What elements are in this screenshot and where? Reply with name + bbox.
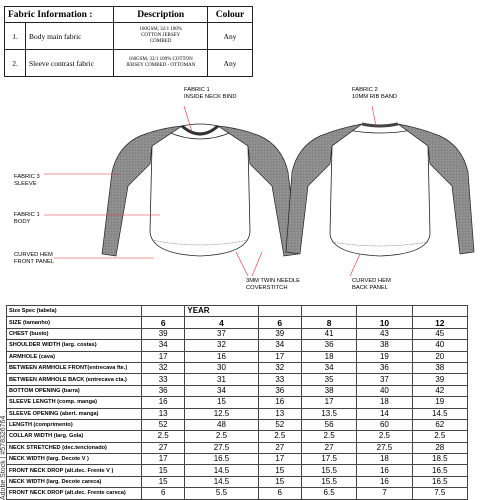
size-header-row	[7, 317, 468, 328]
measurement-value: 18	[357, 397, 412, 408]
fabric-row-number: 2.	[5, 50, 26, 77]
measurement-value: 15	[142, 465, 185, 476]
measurement-value: 16.5	[185, 454, 258, 465]
measurement-value: 45	[412, 328, 467, 339]
measurement-value: 40	[357, 385, 412, 396]
measurement-value: 27	[301, 442, 356, 453]
measurement-value: 33	[258, 374, 301, 385]
measurement-name: SHOULDER WIDTH (larg. costas)	[7, 340, 142, 351]
measurement-value: 34	[142, 340, 185, 351]
measurement-value: 34	[301, 362, 356, 373]
fabric-row-name: Sleeve contrast fabric	[26, 50, 114, 77]
spec-row	[7, 465, 468, 476]
measurement-value: 2.5	[142, 431, 185, 442]
callout-text: CURVED HEM	[352, 278, 391, 284]
fabric-row-description	[114, 50, 208, 77]
measurement-name: LENGTH (comprimento)	[7, 419, 142, 430]
measurement-value: 39	[142, 328, 185, 339]
measurement-value: 48	[185, 419, 258, 430]
measurement-name: BOTTOM OPENING (barra)	[7, 385, 142, 396]
measurement-name: ARMHOLE (cava)	[7, 351, 142, 362]
desc-line: JERSEY COMBED - OTTOMAN	[126, 63, 196, 68]
year-label: YEAR	[185, 306, 258, 317]
size-cell: 6	[258, 317, 301, 328]
measurement-value: 2.5	[301, 431, 356, 442]
measurement-name: SLEEVE OPENING (abert. manga)	[7, 408, 142, 419]
spec-row	[7, 431, 468, 442]
measurement-value: 15	[185, 397, 258, 408]
callout-text: FABRIC 1	[14, 212, 40, 218]
spec-row	[7, 397, 468, 408]
measurement-value: 60	[357, 419, 412, 430]
measurement-value: 36	[258, 385, 301, 396]
measurement-value: 16	[142, 397, 185, 408]
measurement-value: 16	[357, 476, 412, 487]
measurement-value: 2.5	[185, 431, 258, 442]
measurement-value: 17	[142, 454, 185, 465]
measurement-value: 15	[258, 465, 301, 476]
measurement-value: 14.5	[185, 465, 258, 476]
measurement-value: 36	[301, 340, 356, 351]
callout-text: FRONT PANEL	[14, 258, 55, 265]
measurement-value: 2.5	[412, 431, 467, 442]
spec-row	[7, 454, 468, 465]
measurement-value: 30	[185, 362, 258, 373]
spec-row	[7, 442, 468, 453]
description-header: Description	[114, 7, 208, 23]
measurement-value: 16	[357, 465, 412, 476]
measurement-value: 7.5	[412, 488, 467, 499]
size-label: SIZE (tamanho)	[7, 317, 142, 328]
measurement-value: 17	[142, 351, 185, 362]
measurement-value: 18.5	[412, 454, 467, 465]
measurement-value: 13.5	[301, 408, 356, 419]
callout-text: SLEEVE	[14, 180, 37, 187]
fabric-row	[5, 23, 253, 50]
front-body	[150, 132, 250, 256]
back-tee	[286, 106, 474, 276]
desc-line: 160GSM, 32/1 100% COTTON	[128, 57, 193, 62]
size-cell: 4	[185, 317, 258, 328]
desc-line: COTTON JERSEY	[141, 33, 181, 38]
fabric-info-table	[4, 6, 253, 77]
measurement-value: 31	[185, 374, 258, 385]
measurement-value: 37	[357, 374, 412, 385]
callout-front-neck	[184, 87, 237, 100]
garment-drawing-area	[0, 84, 494, 304]
callout-text: FABRIC 3	[14, 174, 40, 180]
measurement-value: 38	[301, 385, 356, 396]
back-neckline	[362, 124, 398, 126]
callout-text: BODY	[14, 218, 31, 225]
measurement-value: 20	[412, 351, 467, 362]
measurement-value: 42	[412, 385, 467, 396]
front-tee	[44, 106, 298, 276]
measurement-value: 17	[258, 454, 301, 465]
callout-text: BACK PANEL	[352, 284, 388, 291]
measurement-name: COLLAR WIDTH (larg. Gola)	[7, 431, 142, 442]
spec-row	[7, 385, 468, 396]
measurement-name: FRONT NECK DROP (alt.dec. Frente V )	[7, 465, 142, 476]
measurement-value: 17.5	[301, 454, 356, 465]
callout-coverstitch	[246, 278, 300, 291]
measurement-value: 13	[142, 408, 185, 419]
spec-row	[7, 351, 468, 362]
measurement-value: 2.5	[258, 431, 301, 442]
measurement-value: 27	[142, 442, 185, 453]
callout-text: INSIDE NECK BIND	[184, 93, 237, 100]
callout-front-hem	[14, 252, 54, 265]
measurement-value: 38	[412, 362, 467, 373]
measurement-value: 32	[142, 362, 185, 373]
measurement-value: 52	[258, 419, 301, 430]
measurement-value: 39	[258, 328, 301, 339]
measurement-value: 33	[142, 374, 185, 385]
measurement-value: 6.5	[301, 488, 356, 499]
colour-header: Colour	[208, 7, 253, 23]
size-cell: 8	[301, 317, 356, 328]
fabric-row-colour: Any	[208, 50, 253, 77]
measurement-value: 7	[357, 488, 412, 499]
spec-row	[7, 408, 468, 419]
measurement-name: FRONT NECK DROP (alt.dec. Frente careca)	[7, 488, 142, 499]
measurement-name: CHEST (busto)	[7, 328, 142, 339]
measurement-value: 12.5	[185, 408, 258, 419]
measurement-value: 41	[301, 328, 356, 339]
size-spec-table	[6, 305, 468, 500]
callout-text: COVERSTITCH	[246, 284, 288, 291]
raglan-tee-sketch	[0, 84, 494, 304]
measurement-value: 36	[357, 362, 412, 373]
measurement-value: 62	[412, 419, 467, 430]
measurement-value: 32	[258, 362, 301, 373]
spec-row	[7, 419, 468, 430]
measurement-value: 18	[357, 454, 412, 465]
measurement-value: 6	[142, 488, 185, 499]
measurement-value: 43	[357, 328, 412, 339]
measurement-value: 34	[258, 340, 301, 351]
measurement-value: 19	[412, 397, 467, 408]
size-cell: 6	[142, 317, 185, 328]
callout-text: FABRIC 1	[184, 87, 210, 93]
back-body	[330, 130, 430, 256]
measurement-value: 36	[142, 385, 185, 396]
fabric-info-header: Fabric Information :	[5, 7, 114, 23]
size-cell: 12	[412, 317, 467, 328]
measurement-value: 27.5	[357, 442, 412, 453]
measurement-value: 18	[301, 351, 356, 362]
measurement-value: 14.5	[185, 476, 258, 487]
desc-line: COMBED	[149, 39, 172, 44]
measurement-value: 2.5	[357, 431, 412, 442]
measurement-value: 27	[258, 442, 301, 453]
fabric-row	[5, 50, 253, 77]
callout-sleeve	[14, 174, 40, 187]
measurement-name: BETWEEN ARMHOLE FRONT(entrecava fte.)	[7, 362, 142, 373]
measurement-value: 15.5	[301, 465, 356, 476]
measurement-value: 6	[258, 488, 301, 499]
measurement-value: 52	[142, 419, 185, 430]
measurement-value: 35	[301, 374, 356, 385]
spec-row	[7, 488, 468, 499]
callout-back-neck	[352, 87, 397, 100]
callout-text: FABRIC 2	[352, 87, 378, 93]
spec-row	[7, 362, 468, 373]
callout-text: 10MM RIB BAND	[352, 93, 398, 100]
fabric-row-colour: Any	[208, 23, 253, 50]
spec-title-row	[7, 306, 468, 317]
desc-line: 160GSM, 32/1 100%	[139, 27, 182, 32]
size-cell: 10	[357, 317, 412, 328]
spec-title: Size Spec (tabela)	[7, 306, 142, 317]
measurement-value: 13	[258, 408, 301, 419]
measurement-value: 16	[185, 351, 258, 362]
fabric-row-number: 1.	[5, 23, 26, 50]
callout-body	[14, 212, 40, 225]
spec-row	[7, 340, 468, 351]
callout-back-hem	[352, 278, 391, 291]
stock-watermark: Adobe Stock | #578326764	[0, 415, 7, 500]
measurement-value: 34	[185, 385, 258, 396]
measurement-value: 16	[258, 397, 301, 408]
measurement-value: 40	[412, 340, 467, 351]
measurement-value: 28	[412, 442, 467, 453]
measurement-value: 16.5	[412, 465, 467, 476]
measurement-value: 14	[357, 408, 412, 419]
spec-row	[7, 374, 468, 385]
measurement-value: 17	[301, 397, 356, 408]
measurement-value: 15.5	[301, 476, 356, 487]
callout-text: 3MM TWIN NEEDLE	[246, 278, 301, 284]
front-neckline	[182, 126, 218, 134]
fabric-row-description	[114, 23, 208, 50]
measurement-value: 15	[142, 476, 185, 487]
measurement-name: NECK WIDTH (larg. Decote careca)	[7, 476, 142, 487]
measurement-value: 14.5	[412, 408, 467, 419]
measurement-value: 32	[185, 340, 258, 351]
measurement-value: 19	[357, 351, 412, 362]
measurement-value: 37	[185, 328, 258, 339]
measurement-value: 16.5	[412, 476, 467, 487]
spec-row	[7, 476, 468, 487]
measurement-value: 56	[301, 419, 356, 430]
measurement-value: 5.5	[185, 488, 258, 499]
measurement-value: 38	[357, 340, 412, 351]
measurement-value: 39	[412, 374, 467, 385]
measurement-name: SLEEVE LENGTH (comp. manga)	[7, 397, 142, 408]
measurement-value: 15	[258, 476, 301, 487]
fabric-row-name: Body main fabric	[26, 23, 114, 50]
measurement-name: BETWEEN ARMHOLE BACK (entrecava cta.)	[7, 374, 142, 385]
measurement-name: NECK WIDTH (larg. Decote V )	[7, 454, 142, 465]
spec-row	[7, 328, 468, 339]
measurement-value: 27.5	[185, 442, 258, 453]
callout-text: CURVED HEM	[14, 252, 53, 258]
measurement-name: NECK STRETCHED (dec.tencionado)	[7, 442, 142, 453]
measurement-value: 17	[258, 351, 301, 362]
